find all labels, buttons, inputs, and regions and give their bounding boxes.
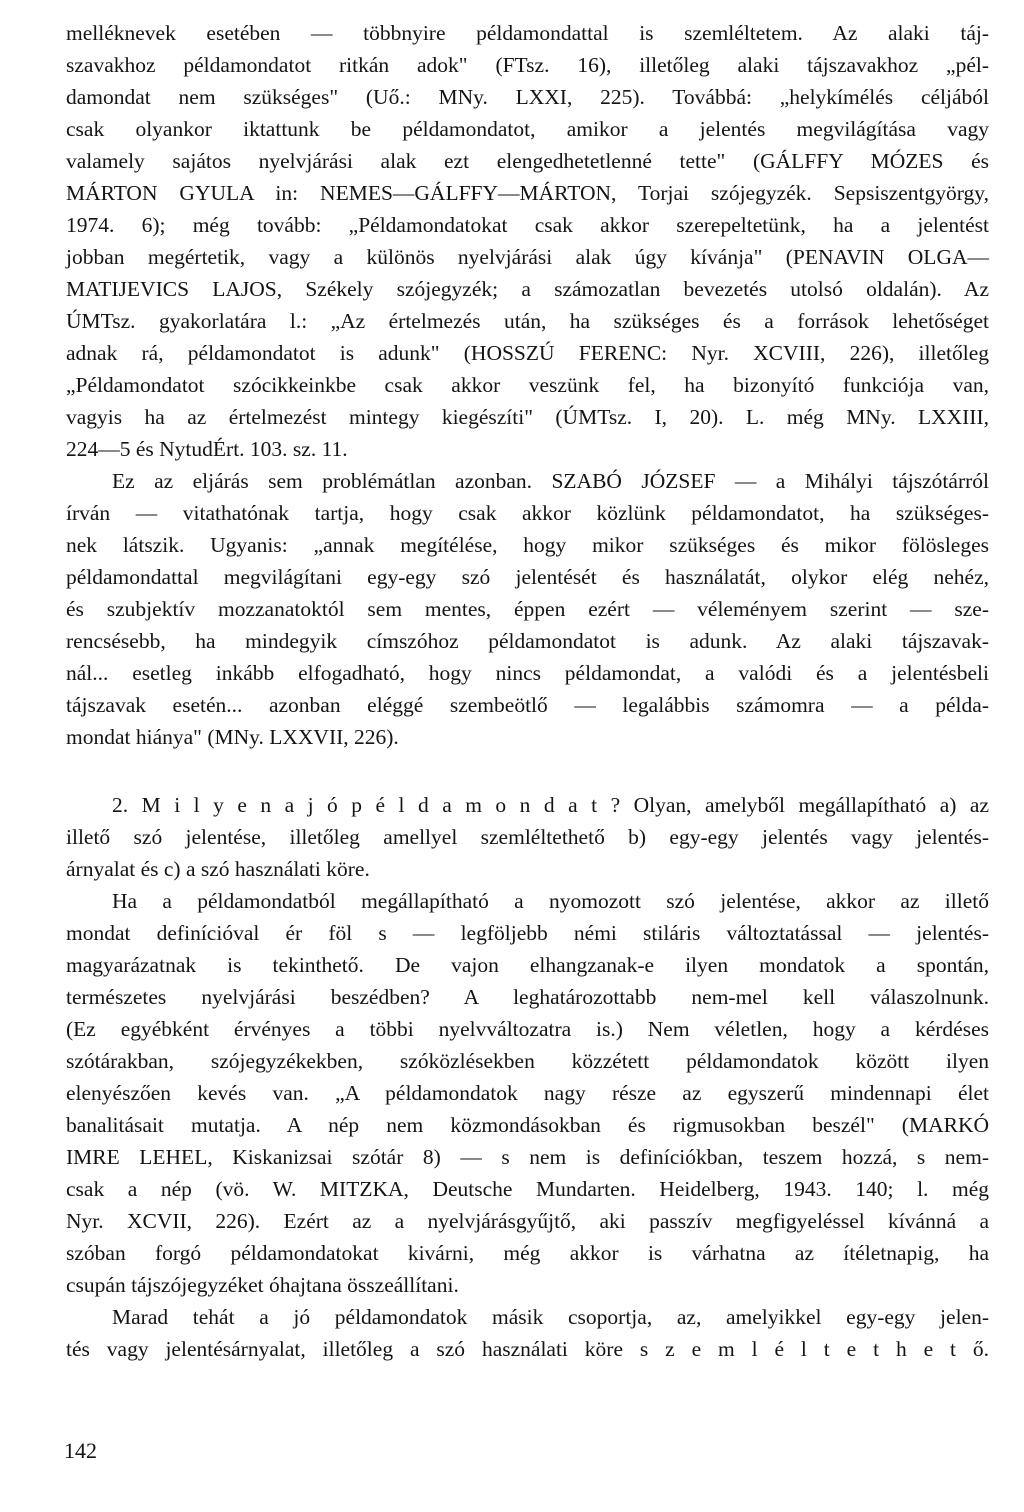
text-line: damondat nem szükséges" (Uő.: MNy. LXXI, 225). Továbbá: „helykímélés céljából (66, 85, 989, 109)
text-line: szóban forgó példamondatokat kivárni, még akkor is várhatna az ítéletnapig, ha (66, 1241, 989, 1265)
section-heading-line: 2. M i l y e n a j ó p é l d a m o n d a t ? Olyan, amelyből megállapítható a) az (112, 793, 989, 817)
text-line: mondat hiánya" (MNy. LXXVII, 226). (66, 725, 399, 749)
text-line: adnak rá, példamondatot is adunk" (HOSSZÚ FERENC: Nyr. XCVIII, 226), illetőleg (66, 341, 989, 365)
text-line: nek látszik. Ugyanis: „annak megítélése, hogy mikor szükséges és mikor fölösleges (66, 533, 989, 557)
text-line: árnyalat és c) a szó használati köre. (66, 857, 370, 881)
text-line: Nyr. XCVII, 226). Ezért az a nyelvjárásgyűjtő, aki passzív megfigyeléssel kívánná a (66, 1209, 989, 1233)
text-line: ÚMTsz. gyakorlatára l.: „Az értelmezés után, ha szükséges és a források lehetőséget (66, 309, 989, 333)
text-line: tés vagy jelentésárnyalat, illetőleg a szó használati köre s z e m l é l t e t h e t ő. (66, 1337, 989, 1361)
text-line: 224—5 és NytudÉrt. 103. sz. 11. (66, 437, 348, 461)
text-line: magyarázatnak is tekinthető. De vajon elhangzanak-e ilyen mondatok a spontán, (66, 953, 989, 977)
text-line: és szubjektív mozzanatoktól sem mentes, éppen ezért — véleményem szerint — sze- (66, 597, 989, 621)
text-line: MÁRTON GYULA in: NEMES—GÁLFFY—MÁRTON, Torjai szójegyzék. Sepsiszentgyörgy, (66, 181, 989, 205)
text-line: 1974. 6); még tovább: „Példamondatokat csak akkor szerepeltetünk, ha a jelentést (66, 213, 989, 237)
text-line: példamondattal megvilágítani egy-egy szó jelentését és használatát, olykor elég nehéz, (66, 565, 989, 589)
text-line: „Példamondatot szócikkeinkbe csak akkor veszünk fel, ha bizonyító funkciója van, (66, 373, 989, 397)
text-line: Ez az eljárás sem problémátlan azonban. SZABÓ JÓZSEF — a Mihályi tájszótárról (112, 469, 989, 493)
text-line: csak a nép (vö. W. MITZKA, Deutsche Mundarten. Heidelberg, 1943. 140; l. még (66, 1177, 989, 1201)
text-line: mondat definícióval ér föl s — legföljebb némi stiláris változtatással — jelentés- (66, 921, 989, 945)
text-line: illető szó jelentése, illetőleg amellyel szemléltethető b) egy-egy jelentés vagy jelentés- (66, 825, 989, 849)
text-line: csak olyankor iktattunk be példamondatot, amikor a jelentés megvilágítása vagy (66, 117, 989, 141)
text-line: szavakhoz példamondatot ritkán adok" (FTsz. 16), illetőleg alaki tájszavakhoz „pél- (66, 53, 989, 77)
text-line: csupán tájszójegyzéket óhajtana összeállítani. (66, 1273, 459, 1297)
text-line: Ha a példamondatból megállapítható a nyomozott szó jelentése, akkor az illető (112, 889, 989, 913)
text-line: természetes nyelvjárási beszédben? A leghatározottabb nem-mel kell válaszolnunk. (66, 985, 989, 1009)
page-number: 142 (64, 1438, 97, 1463)
text-line: nál... esetleg inkább elfogadható, hogy nincs példamondat, a valódi és a jelentésbeli (66, 661, 989, 685)
text-line: valamely sajátos nyelvjárási alak ezt elengedhetetlenné tette" (GÁLFFY MÓZES és (66, 149, 989, 173)
text-line: MATIJEVICS LAJOS, Székely szójegyzék; a számozatlan bevezetés utolsó oldalán). Az (66, 277, 989, 301)
text-line: banalitásait mutatja. A nép nem közmondásokban és rigmusokban beszél" (MARKÓ (66, 1113, 989, 1137)
text-line: vagyis ha az értelmezést mintegy kiegészíti" (ÚMTsz. I, 20). L. még MNy. LXXIII, (66, 405, 989, 429)
text-line: IMRE LEHEL, Kiskanizsai szótár 8) — s nem is definíciókban, teszem hozzá, s nem- (66, 1145, 989, 1169)
text-line: írván — vitathatónak tartja, hogy csak akkor közlünk példamondatot, ha szükséges- (66, 501, 989, 525)
text-line: elenyészően kevés van. „A példamondatok nagy része az egyszerű mindennapi élet (66, 1081, 989, 1105)
text-line: Marad tehát a jó példamondatok másik csoportja, az, amelyikkel egy-egy jelen- (112, 1305, 989, 1329)
text-line: melléknevek esetében — többnyire példamondattal is szemléltetem. Az alaki táj- (66, 21, 989, 45)
text-line: rencsésebb, ha mindegyik címszóhoz példamondatot is adunk. Az alaki tájszavak- (66, 629, 989, 653)
text-line: jobban megértetik, vagy a különös nyelvjárási alak úgy kívánja" (PENAVIN OLGA— (66, 245, 989, 269)
text-line: (Ez egyébként érvényes a többi nyelvváltozatra is.) Nem véletlen, hogy a kérdéses (66, 1017, 989, 1041)
text-line: szótárakban, szójegyzékekben, szóközlésekben közzétett példamondatok között ilyen (66, 1049, 989, 1073)
text-line: tájszavak esetén... azonban eléggé szembeötlő — legalábbis számomra — a példa- (66, 693, 989, 717)
